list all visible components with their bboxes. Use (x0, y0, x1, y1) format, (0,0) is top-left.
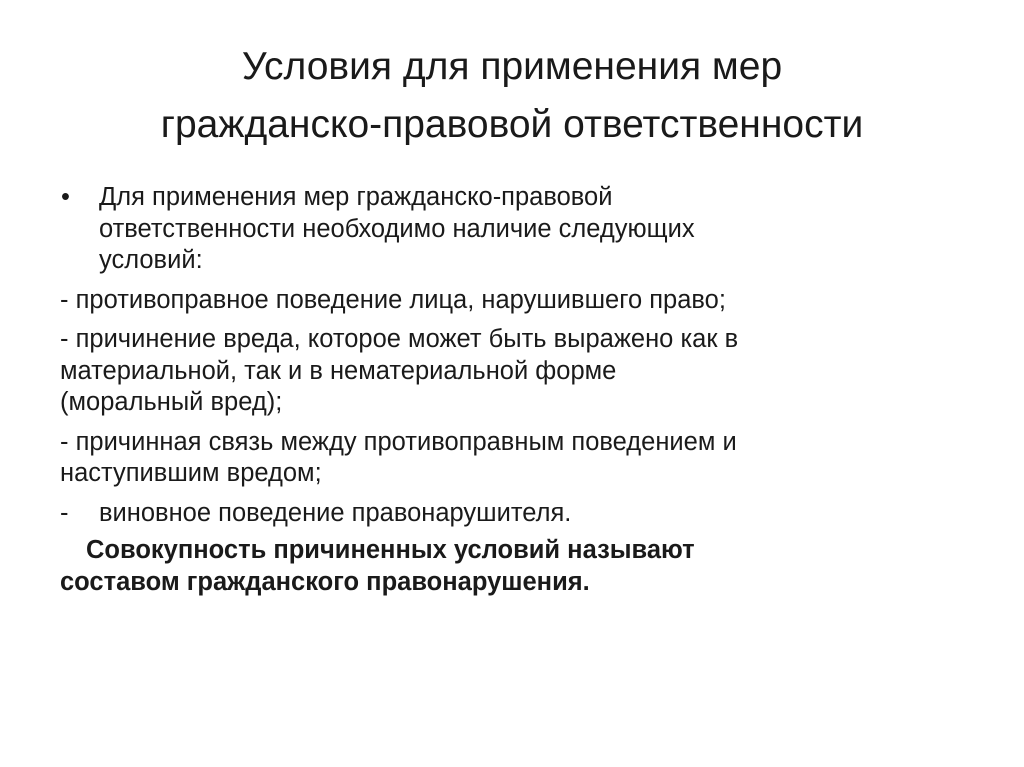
intro-line-1: Для применения мер гражданско-правовой (99, 183, 613, 211)
dash-mark: - (60, 498, 69, 527)
title-line-1: Условия для применения мер (241, 45, 783, 88)
title-line-2: гражданско-правовой ответственности (160, 103, 864, 146)
slide-title (60, 38, 964, 154)
condition-line: - причинная связь между противоправным поведением и (60, 427, 737, 456)
condition-line: материальной, так и в нематериальной форме (60, 356, 617, 385)
slide-body (60, 182, 960, 598)
summary-statement (60, 535, 960, 598)
condition-line: (моральный вред); (60, 388, 283, 416)
condition-item-harm (60, 324, 960, 419)
summary-line-1: Совокупность причиненных условий называют (86, 536, 695, 564)
condition-line: - причинение вреда, которое может быть выражено как в (60, 325, 739, 353)
intro-bullet (60, 182, 960, 277)
bullet-dot-icon: • (61, 183, 70, 211)
intro-line-2: ответственности необходимо наличие следующих (99, 214, 695, 243)
condition-line: наступившим вредом; (60, 459, 322, 487)
condition-item-causation (60, 427, 960, 490)
condition-line: - противоправное поведение лица, нарушившего право; (60, 285, 726, 314)
condition-item-fault (60, 498, 960, 530)
intro-line-3: условий: (99, 246, 203, 274)
condition-line: виновное поведение правонарушителя. (99, 498, 572, 527)
summary-line-2: составом гражданского правонарушения. (60, 567, 590, 596)
condition-item-unlawful-conduct (60, 285, 960, 317)
